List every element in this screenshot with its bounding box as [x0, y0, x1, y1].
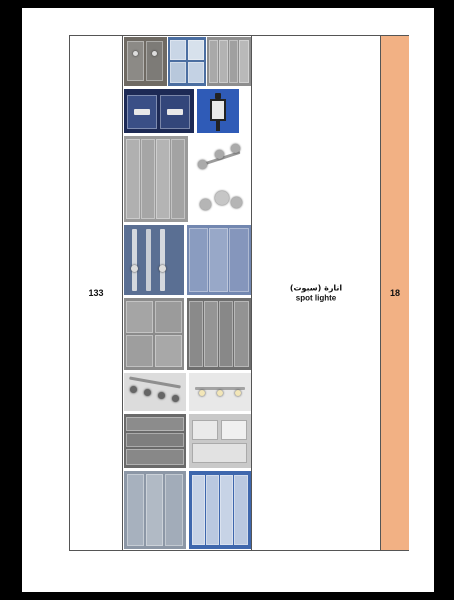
description-cell [252, 36, 381, 550]
document-page [22, 8, 434, 592]
photo-14 [189, 373, 251, 411]
photo-11 [124, 298, 184, 370]
photo-12 [187, 298, 251, 370]
photo-2 [168, 37, 206, 86]
photo-9 [124, 225, 184, 295]
item-table-row [69, 35, 409, 551]
photo-8 [191, 181, 251, 222]
row-number-value: 18 [389, 288, 400, 298]
photo-1 [124, 37, 167, 86]
description-arabic: انارة (سبوت) [289, 283, 343, 293]
quantity-value: 133 [88, 288, 104, 298]
photo-collage-cell [123, 36, 252, 550]
photo-16 [189, 414, 251, 468]
photo-3 [207, 37, 251, 86]
photo-6 [124, 136, 188, 222]
description-text [252, 284, 380, 303]
photo-10 [187, 225, 251, 295]
photo-13 [124, 373, 186, 411]
photo-18 [189, 471, 251, 549]
photo-15 [124, 414, 186, 468]
quantity-cell [70, 36, 123, 550]
description-english: spot lighte [295, 293, 337, 303]
photo-4 [124, 89, 194, 133]
photo-7 [191, 137, 251, 179]
photo-5 [197, 89, 239, 133]
photo-17 [124, 471, 186, 549]
row-number-cell [381, 36, 409, 550]
